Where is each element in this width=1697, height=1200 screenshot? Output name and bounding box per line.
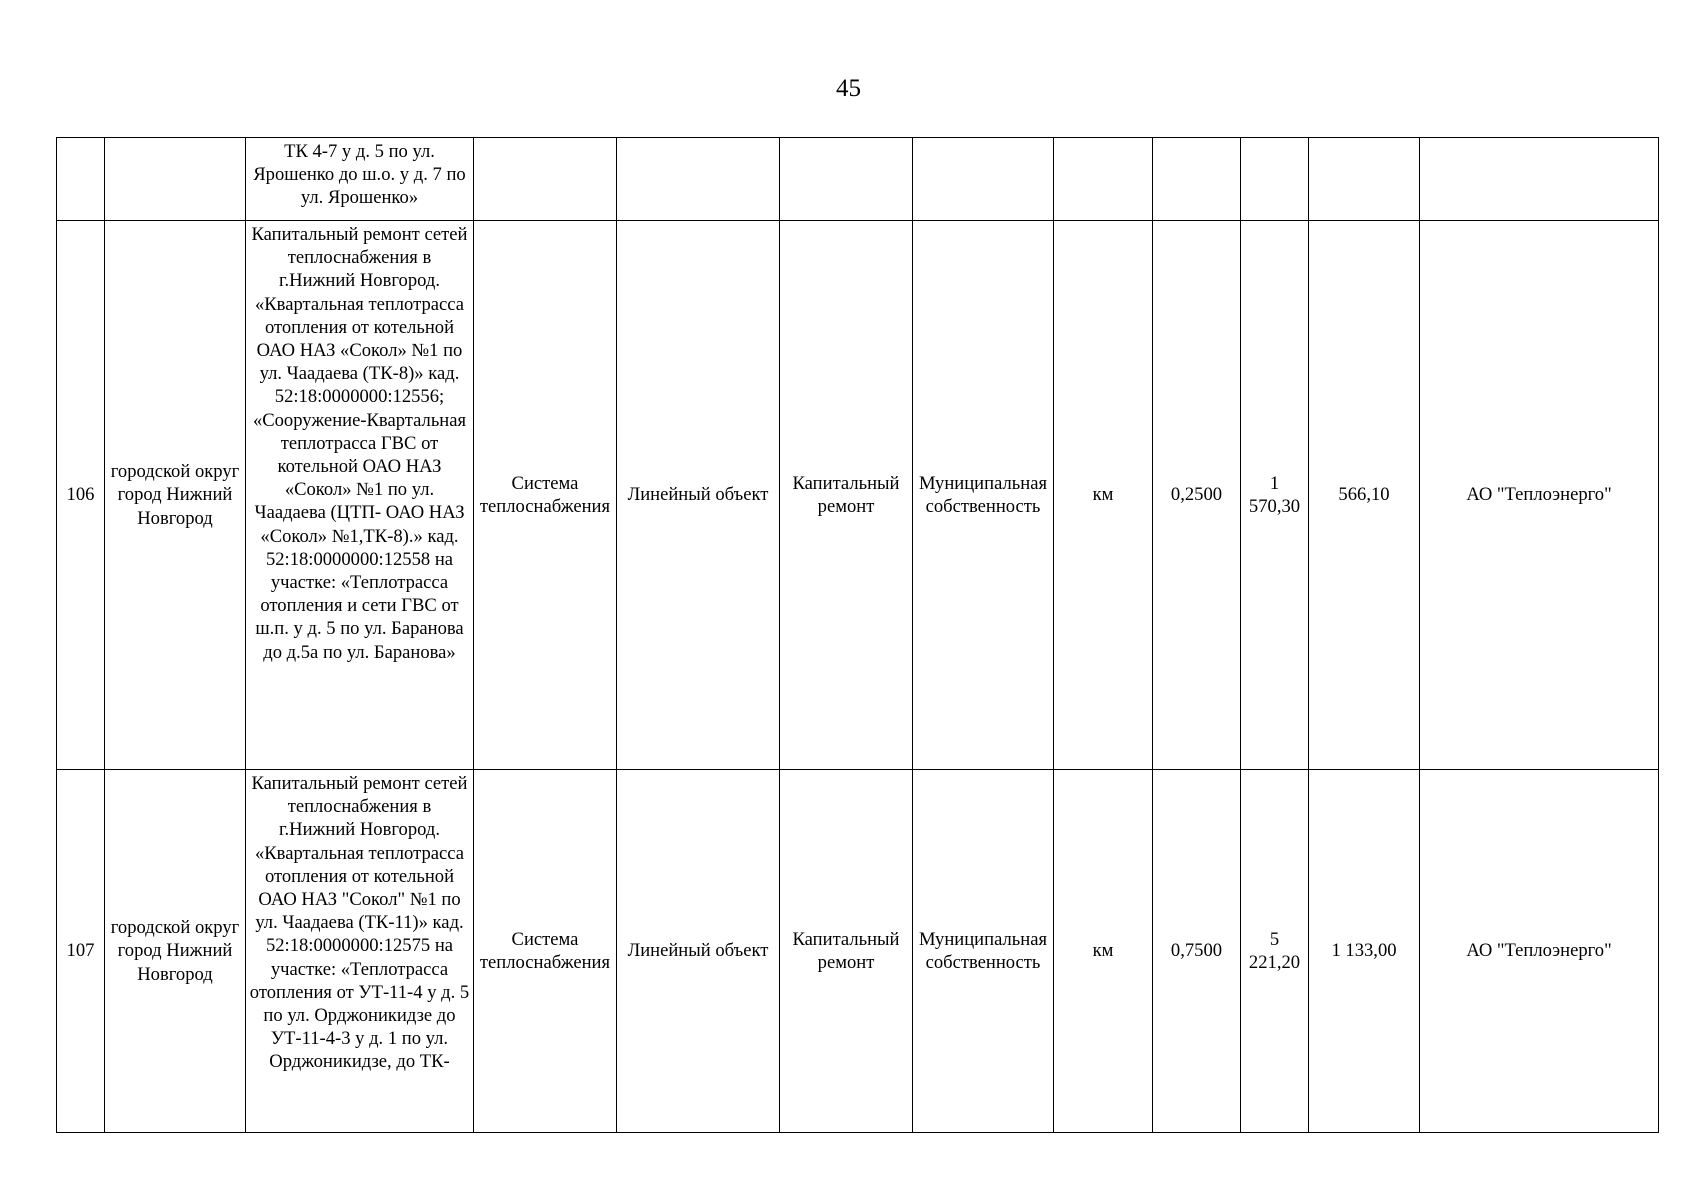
cell-cost xyxy=(1241,138,1309,221)
cell-municipality: городской округ город Нижний Новгород xyxy=(105,770,246,1133)
cell-cost: 5 221,20 xyxy=(1241,770,1309,1133)
table-row-continuation xyxy=(57,138,1659,221)
cell-organization: АО "Теплоэнерго" xyxy=(1420,221,1659,770)
table-row xyxy=(57,221,1659,770)
cell-ownership xyxy=(913,138,1054,221)
cell-num: 107 xyxy=(57,770,105,1133)
cell-organization: АО "Теплоэнерго" xyxy=(1420,770,1659,1133)
cell-work-type: Капитальный ремонт xyxy=(780,221,913,770)
cell-value: 566,10 xyxy=(1309,221,1420,770)
page-number: 45 xyxy=(836,75,861,102)
cell-length xyxy=(1153,138,1241,221)
cell-value: 1 133,00 xyxy=(1309,770,1420,1133)
cell-description: Капитальный ремонт сетей теплоснабжения в г.Нижний Новгород. «Квартальная теплотрасса отопления от котельной ОАО НАЗ "Сокол" №1 по ул. Чаадаева (ТК-11)» кад. 52:18:0000000:12575 на участке: «Теплотрасса отопления от УТ-11-4 у д. 5 по ул. Орджоникидзе до УТ-11-4-3 у д. 1 по ул. Орджоникидзе, до ТК- xyxy=(246,770,474,1133)
cell-num: 106 xyxy=(57,221,105,770)
cell-work-type xyxy=(780,138,913,221)
cell-length: 0,2500 xyxy=(1153,221,1241,770)
cell-length: 0,7500 xyxy=(1153,770,1241,1133)
cell-municipality: городской округ город Нижний Новгород xyxy=(105,221,246,770)
cell-value xyxy=(1309,138,1420,221)
cell-ownership: Муниципальная собственность xyxy=(913,770,1054,1133)
cell-object-type: Линейный объект xyxy=(617,221,780,770)
cell-cost: 1 570,30 xyxy=(1241,221,1309,770)
cell-system: Система теплоснабжения xyxy=(474,770,617,1133)
cell-num xyxy=(57,138,105,221)
cell-unit: км xyxy=(1054,221,1153,770)
cell-description: Капитальный ремонт сетей теплоснабжения в г.Нижний Новгород. «Квартальная теплотрасса отопления от котельной ОАО НАЗ «Сокол» №1 по ул. Чаадаева (ТК-8)» кад. 52:18:0000000:12556; «Сооружение-Квартальная теплотрасса ГВС от котельной ОАО НАЗ «Сокол» №1 по ул. Чаадаева (ЦТП- ОАО НАЗ «Сокол» №1,ТК-8).» кад. 52:18:0000000:12558 на участке: «Теплотрасса отопления и сети ГВС от ш.п. у д. 5 по ул. Баранова до д.5а по ул. Баранова» xyxy=(246,221,474,770)
cell-organization xyxy=(1420,138,1659,221)
investment-program-table xyxy=(56,137,1659,1133)
cell-system: Система теплоснабжения xyxy=(474,221,617,770)
cell-ownership: Муниципальная собственность xyxy=(913,221,1054,770)
cell-object-type: Линейный объект xyxy=(617,770,780,1133)
cell-unit: км xyxy=(1054,770,1153,1133)
cell-system xyxy=(474,138,617,221)
cell-work-type: Капитальный ремонт xyxy=(780,770,913,1133)
cell-description: ТК 4-7 у д. 5 по ул. Ярошенко до ш.о. у д. 7 по ул. Ярошенко» xyxy=(246,138,474,221)
cell-municipality xyxy=(105,138,246,221)
cell-unit xyxy=(1054,138,1153,221)
table-row xyxy=(57,770,1659,1133)
cell-object-type xyxy=(617,138,780,221)
